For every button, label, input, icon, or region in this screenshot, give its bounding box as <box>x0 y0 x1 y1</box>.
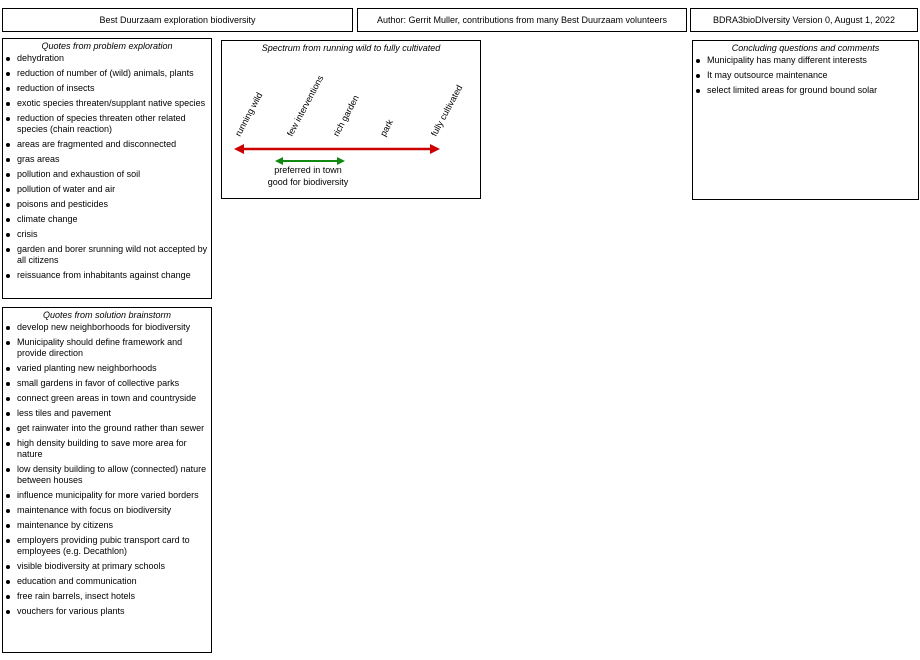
spectrum-label: fully cultivated <box>428 83 465 138</box>
problem-quote-item: pollution and exhaustion of soil <box>3 169 211 180</box>
spectrum-label: running wild <box>232 90 265 138</box>
problem-quote-item: reduction of species threaten other related species (chain reaction) <box>3 113 211 135</box>
doc-id-text: BDRA3bioDIversity Version 0, August 1, 2022 <box>712 15 896 25</box>
solution-list <box>3 322 211 617</box>
solution-quote-item: maintenance by citizens <box>3 520 211 531</box>
problem-list <box>3 53 211 281</box>
spectrum-panel-title: Spectrum from running wild to fully cultivated <box>261 43 441 53</box>
solution-quote-item: get rainwater into the ground rather than sewer <box>3 423 211 434</box>
solution-quote-item: employers providing pubic transport card to employees (e.g. Decathlon) <box>3 535 211 557</box>
concluding-item: Municipality has many different interests <box>693 55 918 66</box>
solution-quote-item: varied planting new neighborhoods <box>3 363 211 374</box>
problem-quote-item: poisons and pesticides <box>3 199 211 210</box>
header-title-box <box>2 8 353 32</box>
problem-panel <box>2 38 212 299</box>
problem-quote-item: crisis <box>3 229 211 240</box>
problem-quote-item: reissuance from inhabitants against change <box>3 270 211 281</box>
problem-quote-item: reduction of insects <box>3 83 211 94</box>
preferred-text-line2: good for biodiversity <box>267 177 349 187</box>
problem-quote-item: pollution of water and air <box>3 184 211 195</box>
solution-quote-item: low density building to allow (connected) nature between houses <box>3 464 211 486</box>
problem-quote-item: garden and borer srunning wild not accepted by all citizens <box>3 244 211 266</box>
concluding-panel <box>692 40 919 200</box>
solution-quote-item: connect green areas in town and countryside <box>3 393 211 404</box>
problem-quote-item: exotic species threaten/supplant native species <box>3 98 211 109</box>
concluding-item: It may outsource maintenance <box>693 70 918 81</box>
header-docid-box <box>690 8 918 32</box>
problem-quote-item: gras areas <box>3 154 211 165</box>
solution-quote-item: vouchers for various plants <box>3 606 211 617</box>
spectrum-label: rich garden <box>330 93 361 138</box>
solution-quote-item: small gardens in favor of collective parks <box>3 378 211 389</box>
concluding-panel-title: Concluding questions and comments <box>731 43 880 53</box>
problem-panel-title: Quotes from problem exploration <box>41 41 173 51</box>
spectrum-diagram <box>222 41 480 198</box>
solution-quote-item: free rain barrels, insect hotels <box>3 591 211 602</box>
concluding-item: select limited areas for ground bound solar <box>693 85 918 96</box>
solution-quote-item: visible biodiversity at primary schools <box>3 561 211 572</box>
solution-quote-item: less tiles and pavement <box>3 408 211 419</box>
page-title: Best Duurzaam exploration biodiversity <box>99 15 256 25</box>
spectrum-label: park <box>377 117 395 138</box>
spectrum-label: few interventions <box>284 73 326 138</box>
solution-quote-item: high density building to save more area for nature <box>3 438 211 460</box>
problem-quote-item: climate change <box>3 214 211 225</box>
solution-quote-item: maintenance with focus on biodiversity <box>3 505 211 516</box>
author-text: Author: Gerrit Muller, contributions from many Best Duurzaam volunteers <box>376 15 668 25</box>
problem-quote-item: reduction of number of (wild) animals, plants <box>3 68 211 79</box>
spectrum-panel <box>221 40 481 199</box>
solution-panel-title: Quotes from solution brainstorm <box>42 310 172 320</box>
solution-quote-item: influence municipality for more varied borders <box>3 490 211 501</box>
solution-panel <box>2 307 212 653</box>
solution-quote-item: Municipality should define framework and provide direction <box>3 337 211 359</box>
problem-quote-item: dehydration <box>3 53 211 64</box>
spectrum-labels <box>233 73 464 138</box>
solution-quote-item: education and communication <box>3 576 211 587</box>
preferred-text-line1: preferred in town <box>274 165 342 175</box>
solution-quote-item: develop new neighborhoods for biodiversity <box>3 322 211 333</box>
problem-quote-item: areas are fragmented and disconnected <box>3 139 211 150</box>
header-author-box <box>357 8 687 32</box>
concluding-list <box>693 55 918 96</box>
